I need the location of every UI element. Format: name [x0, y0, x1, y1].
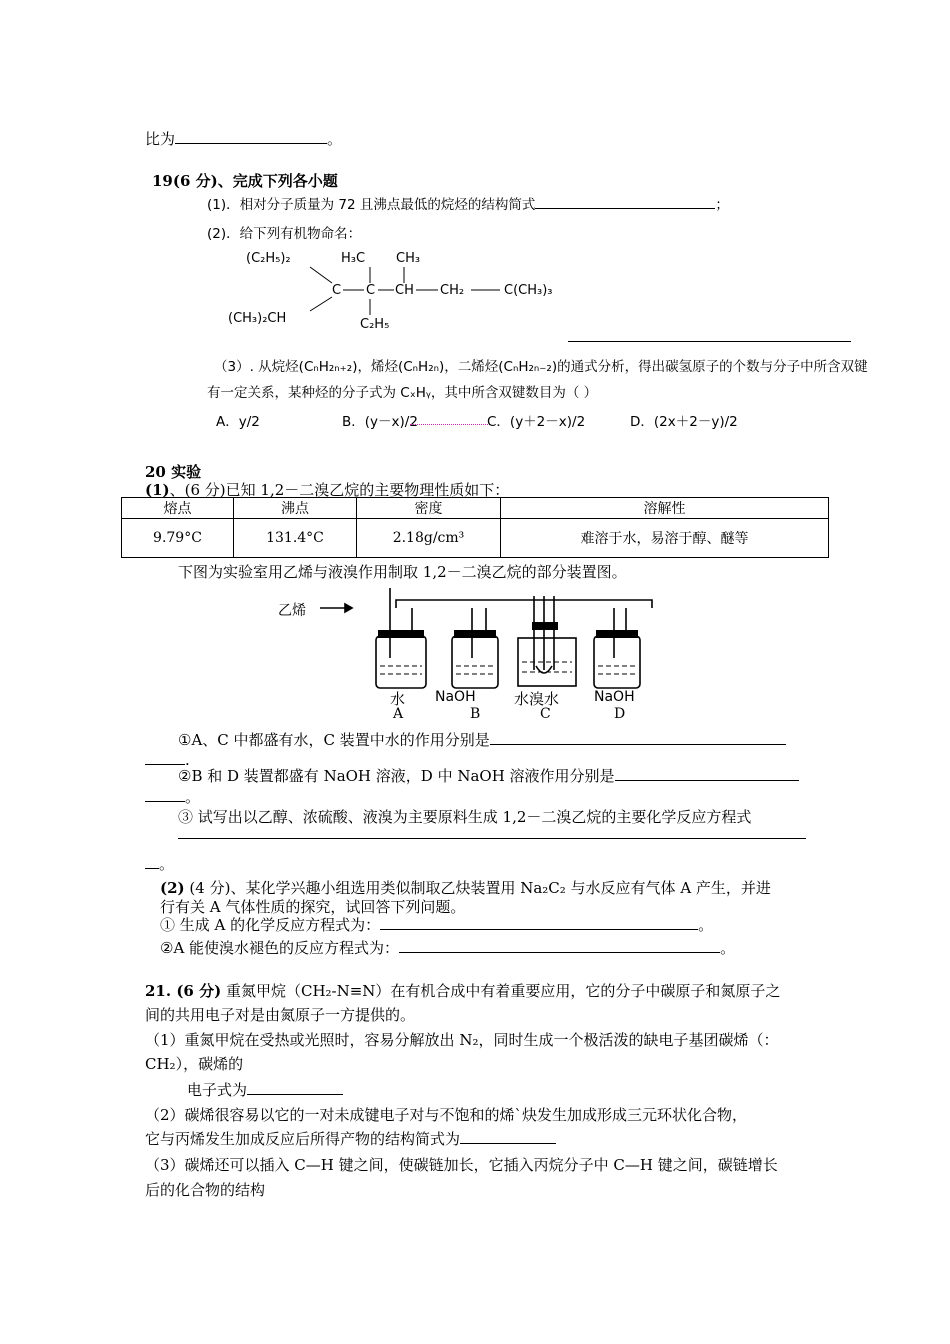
q21-part3-line1: （3）碳烯还可以插入 C—H 键之间，使碳链加长，它插入丙烷分子中 C—H 键之间，碳链增长 [145, 1156, 778, 1174]
table-header: 溶解性 [501, 498, 829, 519]
bottle-c-content: 水溴水 [514, 690, 560, 708]
answer-blank[interactable] [615, 766, 799, 781]
top-line: 比为 。 [145, 130, 343, 148]
answer-blank[interactable] [247, 1080, 343, 1095]
table-header: 熔点 [122, 498, 234, 519]
substituent-methyl: H₃C [341, 251, 366, 266]
choice-a[interactable]: A．y/2 [216, 414, 260, 430]
answer-blank[interactable] [178, 838, 806, 839]
q20-part2-q1: ① 生成 A 的化学反应方程式为： 。 [160, 916, 714, 934]
answer-blank[interactable] [568, 327, 851, 342]
answer-blank[interactable] [145, 787, 185, 802]
q19-part3-line2: 有一定关系，某种烃的分子式为 CₓHᵧ，其中所含双键数目为（ ） [207, 385, 598, 401]
q20-sub3-cont: 。 [145, 853, 174, 874]
q20-part2-line2: 行有关 A 气体性质的探究，试回答下列问题。 [160, 898, 466, 916]
apparatus-drawing [272, 586, 672, 726]
bottle-c-letter: C [540, 706, 551, 722]
q20-title: 20 实验 [145, 463, 202, 481]
answer-blank[interactable] [460, 1129, 556, 1144]
table-row [122, 519, 829, 558]
answer-blank[interactable] [145, 750, 185, 765]
choice-c[interactable]: C．(y＋2－x)/2 [487, 414, 586, 430]
choice-d[interactable]: D．(2x＋2－y)/2 [630, 414, 738, 430]
q21-part1-line3: 电子式为 [187, 1079, 343, 1100]
answer-blank[interactable] [490, 730, 786, 745]
q19-title: 19(6 分)、完成下列各小题 [152, 172, 338, 190]
q20-sub2-cont: 。 [145, 786, 200, 807]
answer-blank[interactable] [535, 194, 715, 209]
q20-sub3: ③ 试写出以乙醇、浓硫酸、液溴为主要原料生成 1,2－二溴乙烷的主要化学反应方程式 [178, 808, 752, 826]
table-cell: 9.79°C [122, 519, 234, 558]
bottle-b-letter: B [470, 706, 481, 722]
table-cell: 难溶于水，易溶于醇、醚等 [501, 519, 829, 558]
ethylene-inlet-label: 乙烯 [278, 603, 306, 619]
ch2-group: CH₂ [440, 283, 465, 298]
q20-part2-line1: (2) (4 分)、某化学兴趣小组选用类似制取乙炔装置用 Na₂C₂ 与水反应有气体 A 产生，并进 [160, 879, 771, 897]
q21-part2-line2: 它与丙烯发生加成反应后所得产物的结构简式为 [145, 1128, 556, 1149]
table-header: 密度 [357, 498, 501, 519]
substituent-isopropyl: (CH₃)₂CH [228, 311, 287, 326]
choice-b[interactable]: B．(y－x)/2 [342, 414, 418, 430]
bottle-a-content: 水 [390, 690, 406, 708]
q19-part2: (2)．给下列有机物命名： [207, 226, 362, 242]
bottle-d-content: NaOH [594, 689, 635, 705]
q20-part1-intro: (1)、(6 分)已知 1,2－二溴乙烷的主要物理性质如下： [145, 481, 510, 499]
q20-sub1-cont: . [145, 750, 190, 769]
q21-part1-line1: （1）重氮甲烷在受热或光照时，容易分解放出 N₂，同时生成一个极活泼的缺电子基团碳烯（： [145, 1031, 779, 1049]
q20-sub2: ②B 和 D 装置都盛有 NaOH 溶液，D 中 NaOH 溶液作用分别是 [178, 765, 799, 786]
tert-butyl-group: C(CH₃)₃ [504, 283, 553, 298]
bottle-b-content: NaOH [435, 689, 476, 705]
answer-blank[interactable] [145, 854, 159, 869]
bottle-a-letter: A [393, 706, 404, 722]
carbon-atom: C [332, 283, 342, 298]
substituent-ethyl: C₂H₅ [360, 317, 390, 332]
table-header: 沸点 [234, 498, 357, 519]
table-cell: 2.18g/cm³ [357, 519, 501, 558]
q21-part3-line2: 后的化合物的结构 [145, 1181, 266, 1199]
q21-line1: 21. (6 分) 重氮甲烷（CH₂-N≡N）在有机合成中有着重要应用，它的分子中碳原子和氮原子之 [145, 982, 781, 1000]
q21-part2-line1: （2）碳烯很容易以它的一对未成键电子对与不饱和的烯`炔发生加成形成三元环状化合物， [145, 1106, 748, 1124]
ch-group: CH [395, 283, 414, 298]
answer-blank[interactable] [380, 915, 698, 930]
table-header-row [122, 498, 829, 519]
bond-lines [228, 245, 588, 337]
answer-blank[interactable] [399, 938, 720, 953]
diagram-caption: 下图为实验室用乙烯与液溴作用制取 1,2－二溴乙烷的部分装置图。 [178, 563, 627, 581]
q20-sub1: ①A、C 中都盛有水，C 装置中水的作用分别是 [178, 729, 786, 750]
apparatus-diagram [272, 586, 672, 726]
q19-part3-line1: （3）. 从烷烃(CₙH₂ₙ₊₂)，烯烃(CₙH₂ₙ)，二烯烃(CₙH₂ₙ₋₂)的通式分析，得出碳氢原子的个数与分子中所含双键 [214, 359, 868, 375]
q20-part2-q2: ②A 能使溴水褪色的反应方程式为： 。 [160, 939, 736, 957]
structural-formula [228, 245, 588, 337]
property-table [121, 497, 829, 558]
q21-line2: 间的共用电子对是由氮原子一方提供的。 [145, 1006, 416, 1024]
carbon-atom: C [366, 283, 376, 298]
dotted-underline [410, 424, 490, 425]
q19-part1: (1)．相对分子质量为 72 且沸点最低的烷烃的结构简式 ； [207, 193, 729, 213]
q21-part1-line2: CH₂），碳烯的 [145, 1055, 244, 1073]
substituent-diethyl: (C₂H₅)₂ [246, 251, 291, 266]
substituent-methyl: CH₃ [396, 251, 421, 266]
answer-blank[interactable] [175, 129, 327, 144]
table-cell: 131.4°C [234, 519, 357, 558]
bottle-d-letter: D [614, 706, 626, 722]
